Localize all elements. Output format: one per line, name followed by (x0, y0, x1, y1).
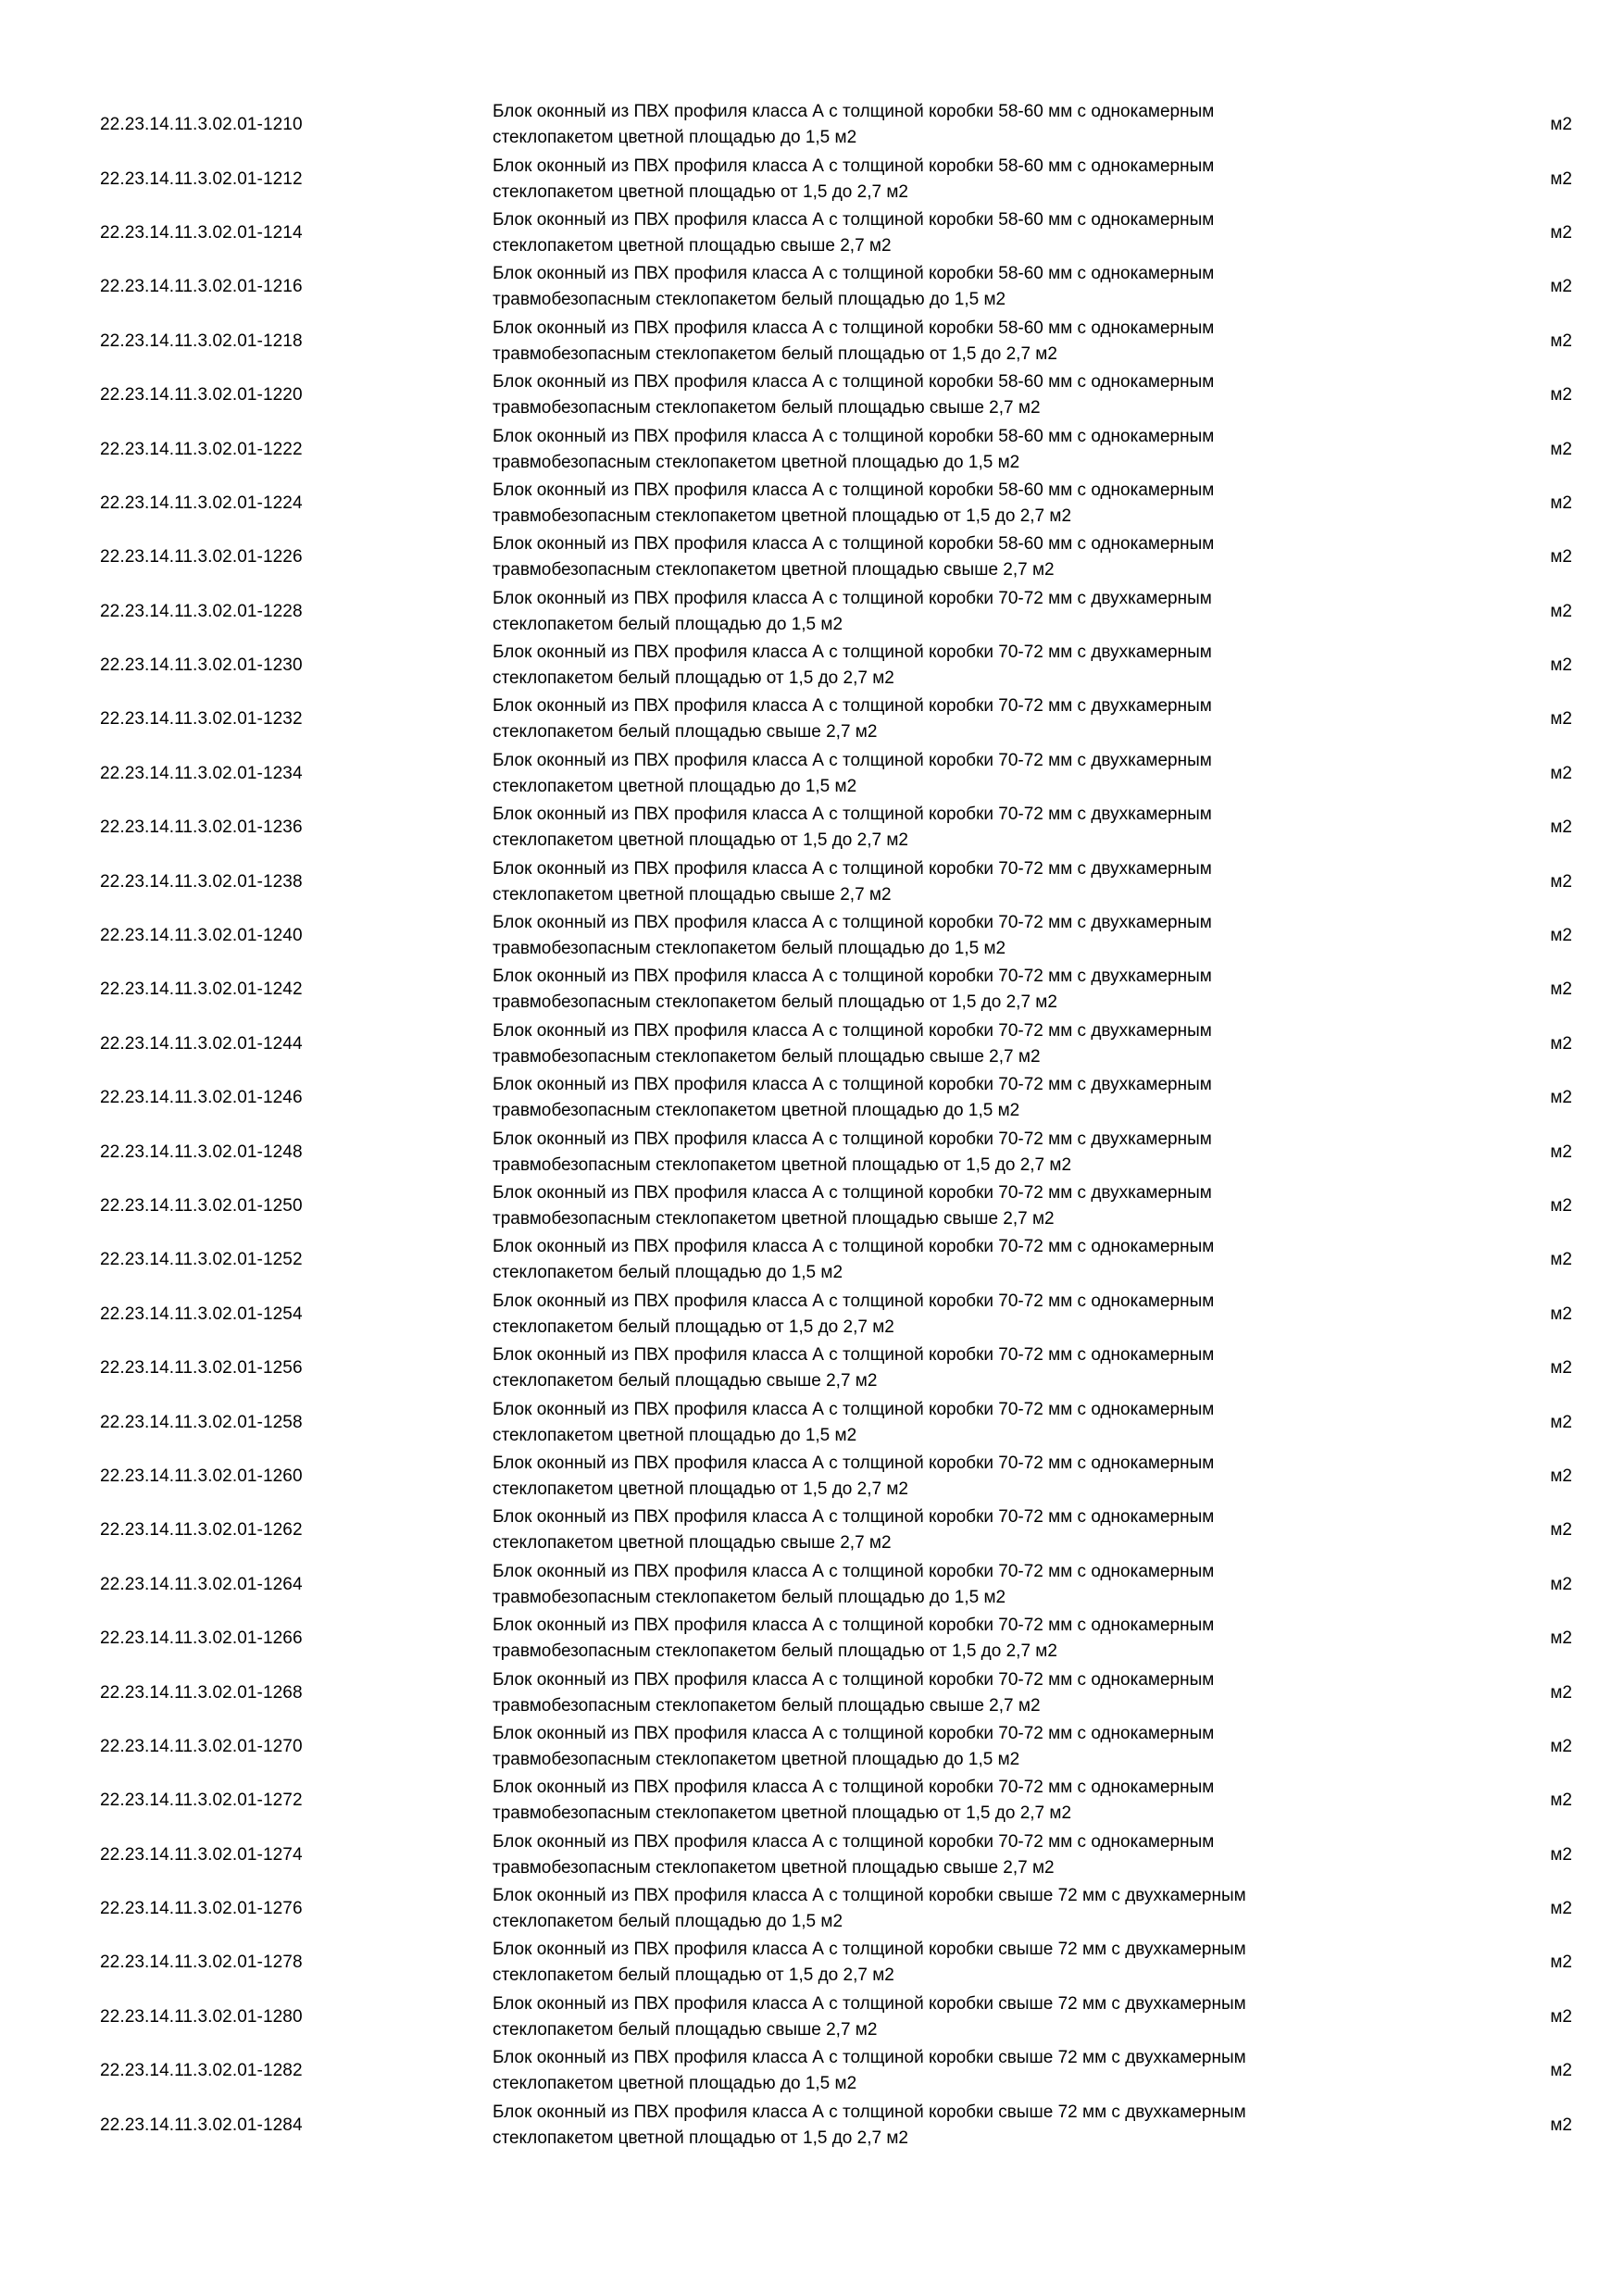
description-line-1: Блок оконный из ПВХ профиля класса А с толщиной коробки 70-72 мм с однокамерным (493, 1778, 1215, 1798)
unit-of-measure: м2 (1550, 385, 1572, 406)
description-line-1: Блок оконный из ПВХ профиля класса А с толщиной коробки свыше 72 мм с двухкамерным (493, 2102, 1246, 2122)
description-line-2: травмобезопасным стеклопакетом цветной площадью от 1,5 до 2,7 м2 (493, 505, 1072, 526)
description-line-1: Блок оконный из ПВХ профиля класса А с толщиной коробки 58-60 мм с однокамерным (493, 264, 1215, 284)
resource-code: 22.23.14.11.3.02.01-1224 (100, 493, 303, 513)
resource-description (493, 802, 1418, 854)
description-line-2: стеклопакетом цветной площадью свыше 2,7 м2 (493, 1533, 892, 1554)
unit-of-measure: м2 (1550, 1899, 1572, 1919)
resource-code: 22.23.14.11.3.02.01-1220 (100, 385, 303, 406)
unit-of-measure: м2 (1550, 655, 1572, 676)
description-line-2: стеклопакетом цветной площадью свыше 2,7 м2 (493, 235, 892, 256)
table-row (100, 1071, 1572, 1125)
resource-code: 22.23.14.11.3.02.01-1272 (100, 1791, 303, 1811)
description-line-1: Блок оконный из ПВХ профиля класса А с толщиной коробки 58-60 мм с однокамерным (493, 426, 1215, 446)
table-row (100, 963, 1572, 1017)
description-line-2: стеклопакетом цветной площадью от 1,5 до 2,7 м2 (493, 181, 908, 202)
table-row (100, 368, 1572, 422)
resource-code: 22.23.14.11.3.02.01-1222 (100, 439, 303, 459)
resource-code: 22.23.14.11.3.02.01-1212 (100, 168, 303, 189)
description-line-2: стеклопакетом белый площадью от 1,5 до 2,7 м2 (493, 1965, 894, 1986)
table-row (100, 2044, 1572, 2098)
description-line-2: стеклопакетом цветной площадью до 1,5 м2 (493, 1425, 857, 1445)
resource-code: 22.23.14.11.3.02.01-1218 (100, 331, 303, 351)
unit-of-measure: м2 (1550, 2061, 1572, 2081)
description-line-2: стеклопакетом белый площадью до 1,5 м2 (493, 1912, 843, 1932)
table-row (100, 1828, 1572, 1882)
resource-description (493, 1829, 1418, 1881)
description-line-1: Блок оконный из ПВХ профиля класса А с толщиной коробки 70-72 мм с однокамерным (493, 1345, 1215, 1366)
resource-description (493, 261, 1418, 313)
resource-code: 22.23.14.11.3.02.01-1276 (100, 1899, 303, 1919)
description-line-1: Блок оконный из ПВХ профиля класса А с толщиной коробки 70-72 мм с однокамерным (493, 1723, 1215, 1743)
resource-description (493, 1775, 1418, 1827)
unit-of-measure: м2 (1550, 926, 1572, 946)
unit-of-measure: м2 (1550, 493, 1572, 513)
description-line-2: стеклопакетом белый площадью от 1,5 до 2,7 м2 (493, 668, 894, 689)
unit-of-measure: м2 (1550, 1033, 1572, 1054)
unit-of-measure: м2 (1550, 763, 1572, 783)
resource-description (493, 1397, 1418, 1449)
description-line-2: травмобезопасным стеклопакетом цветной площадью до 1,5 м2 (493, 1749, 1020, 1769)
table-row (100, 1179, 1572, 1233)
unit-of-measure: м2 (1550, 1466, 1572, 1486)
unit-of-measure: м2 (1550, 709, 1572, 730)
description-line-2: травмобезопасным стеклопакетом цветной площадью от 1,5 до 2,7 м2 (493, 1803, 1072, 1824)
resource-description (493, 910, 1418, 962)
table-row (100, 1233, 1572, 1287)
table-row (100, 1774, 1572, 1828)
table-row (100, 1450, 1572, 1504)
resource-code: 22.23.14.11.3.02.01-1240 (100, 926, 303, 946)
unit-of-measure: м2 (1550, 1358, 1572, 1379)
resource-code: 22.23.14.11.3.02.01-1284 (100, 2115, 303, 2135)
resource-description (493, 1018, 1418, 1070)
description-line-2: травмобезопасным стеклопакетом белый площадью до 1,5 м2 (493, 939, 1006, 959)
description-line-2: стеклопакетом цветной площадью до 1,5 м2 (493, 2074, 857, 2094)
unit-of-measure: м2 (1550, 871, 1572, 892)
description-line-2: травмобезопасным стеклопакетом белый площадью свыше 2,7 м2 (493, 1046, 1041, 1067)
resource-code: 22.23.14.11.3.02.01-1256 (100, 1358, 303, 1379)
description-line-2: травмобезопасным стеклопакетом белый площадью до 1,5 м2 (493, 290, 1006, 310)
table-row (100, 477, 1572, 530)
resource-code: 22.23.14.11.3.02.01-1244 (100, 1033, 303, 1054)
table-row (100, 152, 1572, 206)
description-line-2: травмобезопасным стеклопакетом цветной площадью до 1,5 м2 (493, 1101, 1020, 1121)
resource-description (493, 1721, 1418, 1773)
resource-description (493, 1991, 1418, 2043)
resource-code: 22.23.14.11.3.02.01-1274 (100, 1844, 303, 1865)
description-line-2: травмобезопасным стеклопакетом белый площадью от 1,5 до 2,7 м2 (493, 343, 1057, 364)
resource-code: 22.23.14.11.3.02.01-1260 (100, 1466, 303, 1486)
table-row (100, 2098, 1572, 2152)
description-line-2: травмобезопасным стеклопакетом цветной площадью от 1,5 до 2,7 м2 (493, 1154, 1072, 1175)
unit-of-measure: м2 (1550, 817, 1572, 838)
description-line-1: Блок оконный из ПВХ профиля класса А с толщиной коробки 70-72 мм с однокамерным (493, 1507, 1215, 1528)
table-row (100, 1395, 1572, 1449)
table-row (100, 1341, 1572, 1395)
resource-description (493, 154, 1418, 206)
description-line-1: Блок оконный из ПВХ профиля класса А с толщиной коробки 70-72 мм с двухкамерным (493, 967, 1212, 987)
resource-code: 22.23.14.11.3.02.01-1238 (100, 871, 303, 892)
resource-code: 22.23.14.11.3.02.01-1282 (100, 2061, 303, 2081)
unit-of-measure: м2 (1550, 980, 1572, 1000)
unit-of-measure: м2 (1550, 1142, 1572, 1162)
description-line-1: Блок оконный из ПВХ профиля класса А с толщиной коробки 70-72 мм с двухкамерным (493, 805, 1212, 825)
resource-description (493, 586, 1418, 638)
resource-code: 22.23.14.11.3.02.01-1246 (100, 1088, 303, 1108)
unit-of-measure: м2 (1550, 1791, 1572, 1811)
resource-code: 22.23.14.11.3.02.01-1264 (100, 1574, 303, 1594)
unit-of-measure: м2 (1550, 2006, 1572, 2027)
description-line-2: травмобезопасным стеклопакетом цветной площадью свыше 2,7 м2 (493, 1857, 1055, 1878)
unit-of-measure: м2 (1550, 1304, 1572, 1324)
resource-description (493, 207, 1418, 259)
description-line-2: травмобезопасным стеклопакетом белый площадью свыше 2,7 м2 (493, 398, 1041, 418)
unit-of-measure: м2 (1550, 1196, 1572, 1216)
resource-description (493, 748, 1418, 800)
unit-of-measure: м2 (1550, 1682, 1572, 1703)
table-row (100, 422, 1572, 476)
description-line-2: стеклопакетом белый площадью до 1,5 м2 (493, 1263, 843, 1283)
unit-of-measure: м2 (1550, 1250, 1572, 1270)
unit-of-measure: м2 (1550, 331, 1572, 351)
resource-code: 22.23.14.11.3.02.01-1210 (100, 115, 303, 135)
resource-code: 22.23.14.11.3.02.01-1232 (100, 709, 303, 730)
description-line-1: Блок оконный из ПВХ профиля класса А с толщиной коробки 70-72 мм с однокамерным (493, 1237, 1215, 1257)
description-line-1: Блок оконный из ПВХ профиля класса А с толщиной коробки 70-72 мм с однокамерным (493, 1616, 1215, 1636)
resource-code: 22.23.14.11.3.02.01-1252 (100, 1250, 303, 1270)
description-line-1: Блок оконный из ПВХ профиля класса А с толщиной коробки 58-60 мм с однокамерным (493, 480, 1215, 500)
unit-of-measure: м2 (1550, 1088, 1572, 1108)
unit-of-measure: м2 (1550, 1844, 1572, 1865)
resource-description (493, 1072, 1418, 1124)
resource-code: 22.23.14.11.3.02.01-1242 (100, 980, 303, 1000)
resource-description (493, 1504, 1418, 1556)
resource-code: 22.23.14.11.3.02.01-1234 (100, 763, 303, 783)
table-row (100, 909, 1572, 963)
resource-code: 22.23.14.11.3.02.01-1216 (100, 277, 303, 297)
unit-of-measure: м2 (1550, 168, 1572, 189)
resource-code: 22.23.14.11.3.02.01-1268 (100, 1682, 303, 1703)
table-row (100, 1666, 1572, 1719)
description-line-2: стеклопакетом цветной площадью от 1,5 до 2,7 м2 (493, 2128, 908, 2148)
description-line-1: Блок оконный из ПВХ профиля класса А с толщиной коробки 70-72 мм с однокамерным (493, 1561, 1215, 1581)
description-line-2: стеклопакетом цветной площадью свыше 2,7 м2 (493, 884, 892, 905)
resource-description (493, 1613, 1418, 1665)
description-line-2: стеклопакетом белый площадью от 1,5 до 2,7 м2 (493, 1316, 894, 1337)
unit-of-measure: м2 (1550, 547, 1572, 568)
table-row (100, 855, 1572, 908)
unit-of-measure: м2 (1550, 277, 1572, 297)
description-line-1: Блок оконный из ПВХ профиля класса А с толщиной коробки 70-72 мм с двухкамерным (493, 1075, 1212, 1095)
description-line-1: Блок оконный из ПВХ профиля класса А с толщиной коробки 70-72 мм с двухкамерным (493, 1020, 1212, 1041)
description-line-1: Блок оконный из ПВХ профиля класса А с толщиной коробки 58-60 мм с однокамерным (493, 209, 1215, 230)
description-line-1: Блок оконный из ПВХ профиля класса А с толщиной коробки 70-72 мм с однокамерным (493, 1669, 1215, 1690)
resource-code: 22.23.14.11.3.02.01-1280 (100, 2006, 303, 2027)
table-row (100, 98, 1572, 152)
table-row (100, 639, 1572, 693)
resource-description (493, 369, 1418, 421)
description-line-1: Блок оконный из ПВХ профиля класса А с толщиной коробки 58-60 мм с однокамерным (493, 534, 1215, 555)
table-row (100, 801, 1572, 855)
resource-description (493, 1127, 1418, 1179)
description-line-1: Блок оконный из ПВХ профиля класса А с толщиной коробки 70-72 мм с двухкамерным (493, 643, 1212, 663)
description-line-2: стеклопакетом белый площадью свыше 2,7 м2 (493, 2019, 878, 2040)
description-line-2: стеклопакетом цветной площадью от 1,5 до 2,7 м2 (493, 1479, 908, 1499)
resource-description (493, 478, 1418, 530)
resource-description (493, 640, 1418, 692)
description-line-1: Блок оконный из ПВХ профиля класса А с толщиной коробки 70-72 мм с двухкамерным (493, 588, 1212, 608)
resource-description (493, 1937, 1418, 1989)
table-row (100, 260, 1572, 314)
table-row (100, 585, 1572, 639)
resource-code: 22.23.14.11.3.02.01-1236 (100, 817, 303, 838)
resource-description (493, 693, 1418, 745)
resource-description (493, 2045, 1418, 2097)
description-line-2: стеклопакетом белый площадью свыше 2,7 м2 (493, 1371, 878, 1391)
unit-of-measure: м2 (1550, 1520, 1572, 1541)
table-row (100, 1125, 1572, 1179)
resource-description (493, 99, 1418, 151)
resource-code: 22.23.14.11.3.02.01-1254 (100, 1304, 303, 1324)
resource-description (493, 1180, 1418, 1232)
table-row (100, 1558, 1572, 1612)
table-row (100, 1720, 1572, 1774)
price-table (100, 98, 1572, 2152)
unit-of-measure: м2 (1550, 1628, 1572, 1649)
description-line-2: травмобезопасным стеклопакетом белый площадью свыше 2,7 м2 (493, 1695, 1041, 1716)
table-row (100, 1504, 1572, 1557)
table-row (100, 1288, 1572, 1341)
description-line-1: Блок оконный из ПВХ профиля класса А с толщиной коробки 70-72 мм с двухкамерным (493, 1183, 1212, 1203)
description-line-2: травмобезопасным стеклопакетом белый площадью от 1,5 до 2,7 м2 (493, 992, 1057, 1013)
resource-description (493, 856, 1418, 908)
resource-description (493, 316, 1418, 368)
description-line-2: стеклопакетом цветной площадью до 1,5 м2 (493, 776, 857, 796)
resource-description (493, 1667, 1418, 1719)
table-row (100, 1882, 1572, 1936)
table-row (100, 1017, 1572, 1071)
resource-code: 22.23.14.11.3.02.01-1266 (100, 1628, 303, 1649)
resource-description (493, 964, 1418, 1016)
resource-description (493, 1234, 1418, 1286)
description-line-1: Блок оконный из ПВХ профиля класса А с толщиной коробки 70-72 мм с двухкамерным (493, 1129, 1212, 1149)
description-line-1: Блок оконный из ПВХ профиля класса А с толщиной коробки свыше 72 мм с двухкамерным (493, 2048, 1246, 2068)
description-line-2: травмобезопасным стеклопакетом цветной площадью до 1,5 м2 (493, 452, 1020, 472)
description-line-1: Блок оконный из ПВХ профиля класса А с толщиной коробки свыше 72 мм с двухкамерным (493, 1993, 1246, 2014)
resource-description (493, 1289, 1418, 1341)
resource-description (493, 1342, 1418, 1394)
description-line-2: стеклопакетом белый площадью свыше 2,7 м2 (493, 722, 878, 742)
table-row (100, 530, 1572, 584)
resource-code: 22.23.14.11.3.02.01-1214 (100, 222, 303, 243)
resource-code: 22.23.14.11.3.02.01-1226 (100, 547, 303, 568)
description-line-1: Блок оконный из ПВХ профиля класса А с толщиной коробки 58-60 мм с однокамерным (493, 372, 1215, 393)
unit-of-measure: м2 (1550, 439, 1572, 459)
resource-code: 22.23.14.11.3.02.01-1270 (100, 1736, 303, 1756)
description-line-2: травмобезопасным стеклопакетом белый площадью до 1,5 м2 (493, 1587, 1006, 1607)
table-row (100, 747, 1572, 801)
resource-description (493, 1559, 1418, 1611)
description-line-2: стеклопакетом цветной площадью до 1,5 м2 (493, 128, 857, 148)
description-line-1: Блок оконный из ПВХ профиля класса А с толщиной коробки 70-72 мм с двухкамерным (493, 750, 1212, 770)
table-row (100, 315, 1572, 368)
resource-code: 22.23.14.11.3.02.01-1230 (100, 655, 303, 676)
resource-code: 22.23.14.11.3.02.01-1278 (100, 1953, 303, 1973)
resource-description (493, 1451, 1418, 1503)
table-row (100, 693, 1572, 746)
description-line-1: Блок оконный из ПВХ профиля класса А с толщиной коробки 70-72 мм с однокамерным (493, 1399, 1215, 1419)
table-row (100, 1990, 1572, 2044)
description-line-2: травмобезопасным стеклопакетом цветной площадью свыше 2,7 м2 (493, 1209, 1055, 1229)
description-line-1: Блок оконный из ПВХ профиля класса А с толщиной коробки свыше 72 мм с двухкамерным (493, 1940, 1246, 1960)
description-line-1: Блок оконный из ПВХ профиля класса А с толщиной коробки 70-72 мм с однокамерным (493, 1453, 1215, 1473)
description-line-1: Блок оконный из ПВХ профиля класса А с толщиной коробки 70-72 мм с однокамерным (493, 1291, 1215, 1311)
unit-of-measure: м2 (1550, 1953, 1572, 1973)
table-row (100, 206, 1572, 260)
table-row (100, 1612, 1572, 1666)
description-line-1: Блок оконный из ПВХ профиля класса А с толщиной коробки 70-72 мм с двухкамерным (493, 696, 1212, 717)
resource-description (493, 2100, 1418, 2152)
unit-of-measure: м2 (1550, 2115, 1572, 2135)
resource-code: 22.23.14.11.3.02.01-1258 (100, 1412, 303, 1432)
description-line-1: Блок оконный из ПВХ профиля класса А с толщиной коробки 70-72 мм с двухкамерным (493, 858, 1212, 879)
table-row (100, 1936, 1572, 1990)
description-line-2: травмобезопасным стеклопакетом цветной площадью свыше 2,7 м2 (493, 560, 1055, 580)
description-line-2: травмобезопасным стеклопакетом белый площадью от 1,5 до 2,7 м2 (493, 1641, 1057, 1662)
resource-code: 22.23.14.11.3.02.01-1262 (100, 1520, 303, 1541)
resource-description (493, 424, 1418, 476)
unit-of-measure: м2 (1550, 115, 1572, 135)
unit-of-measure: м2 (1550, 1412, 1572, 1432)
description-line-1: Блок оконный из ПВХ профиля класса А с толщиной коробки 70-72 мм с однокамерным (493, 1831, 1215, 1852)
unit-of-measure: м2 (1550, 222, 1572, 243)
description-line-1: Блок оконный из ПВХ профиля класса А с толщиной коробки 70-72 мм с двухкамерным (493, 913, 1212, 933)
resource-code: 22.23.14.11.3.02.01-1250 (100, 1196, 303, 1216)
resource-description (493, 531, 1418, 583)
resource-description (493, 1883, 1418, 1935)
unit-of-measure: м2 (1550, 601, 1572, 621)
description-line-1: Блок оконный из ПВХ профиля класса А с толщиной коробки 58-60 мм с однокамерным (493, 102, 1215, 122)
description-line-2: стеклопакетом белый площадью до 1,5 м2 (493, 614, 843, 634)
resource-code: 22.23.14.11.3.02.01-1228 (100, 601, 303, 621)
description-line-1: Блок оконный из ПВХ профиля класса А с толщиной коробки 58-60 мм с однокамерным (493, 156, 1215, 176)
unit-of-measure: м2 (1550, 1736, 1572, 1756)
unit-of-measure: м2 (1550, 1574, 1572, 1594)
description-line-1: Блок оконный из ПВХ профиля класса А с толщиной коробки 58-60 мм с однокамерным (493, 318, 1215, 338)
resource-code: 22.23.14.11.3.02.01-1248 (100, 1142, 303, 1162)
description-line-1: Блок оконный из ПВХ профиля класса А с толщиной коробки свыше 72 мм с двухкамерным (493, 1886, 1246, 1906)
description-line-2: стеклопакетом цветной площадью от 1,5 до 2,7 м2 (493, 830, 908, 851)
